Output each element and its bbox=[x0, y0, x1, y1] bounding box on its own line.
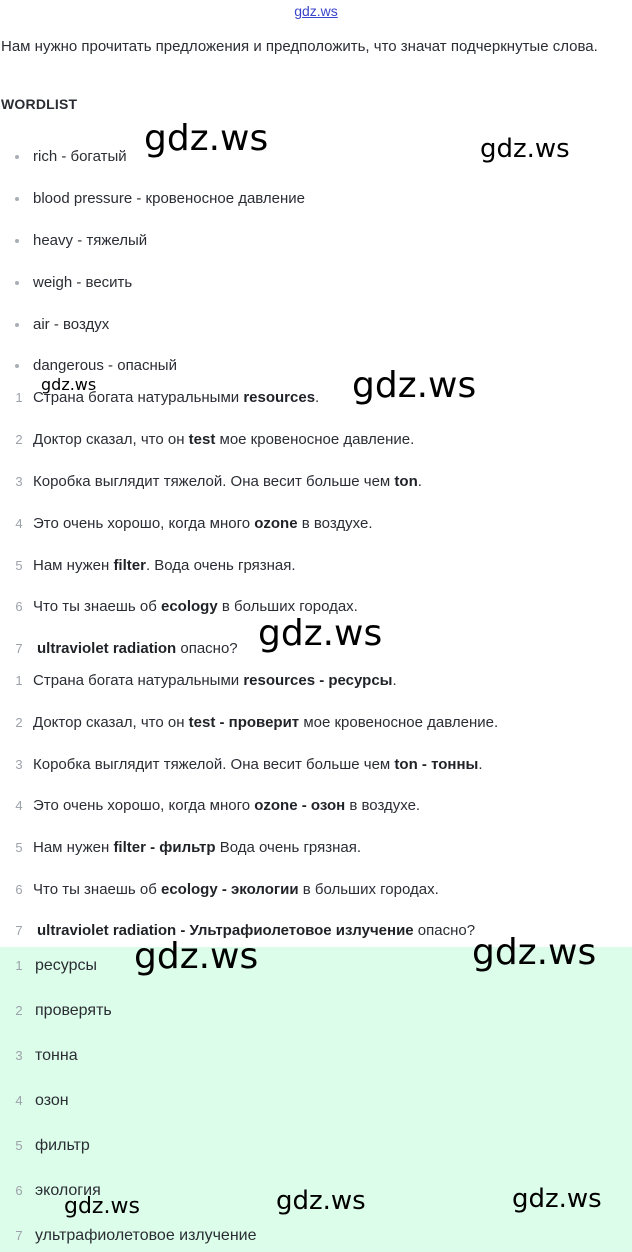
watermark: gdz.ws bbox=[480, 134, 570, 164]
watermark: gdz.ws bbox=[276, 1186, 366, 1216]
watermark: gdz.ws bbox=[258, 613, 383, 654]
bullet-icon bbox=[15, 281, 19, 285]
bullet-icon bbox=[15, 323, 19, 327]
watermark: gdz.ws bbox=[352, 365, 477, 406]
wordlist-title: WORDLIST bbox=[1, 96, 78, 112]
watermark: gdz.ws bbox=[41, 375, 97, 394]
bullet-icon bbox=[15, 239, 19, 243]
watermark: gdz.ws bbox=[134, 936, 259, 977]
intro-text: Нам нужно прочитать предложения и предположить, что значат подчеркнутые слова. bbox=[1, 38, 598, 55]
watermark: gdz.ws bbox=[64, 1194, 140, 1219]
watermark: gdz.ws bbox=[144, 118, 269, 159]
bullet-icon bbox=[15, 364, 19, 368]
watermark: gdz.ws bbox=[472, 932, 597, 973]
watermark: gdz.ws bbox=[512, 1184, 602, 1214]
site-link[interactable]: gdz.ws bbox=[294, 3, 338, 19]
bullet-icon bbox=[15, 155, 19, 159]
bullet-icon bbox=[15, 197, 19, 201]
